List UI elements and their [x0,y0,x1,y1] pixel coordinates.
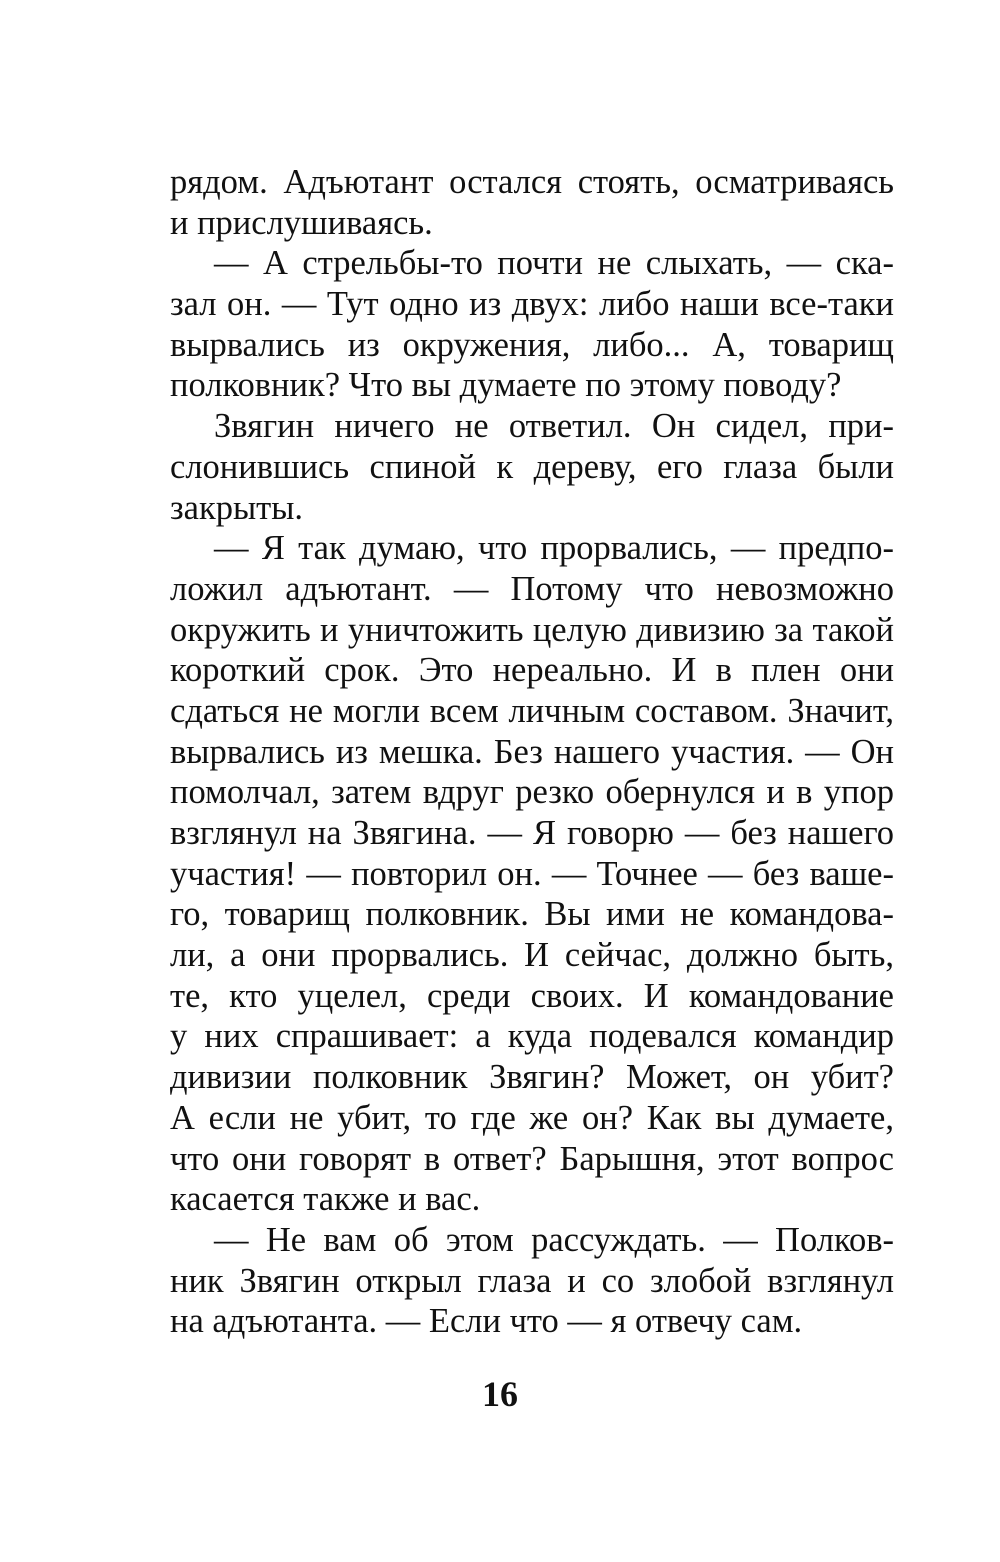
text-line: те, кто уцелел, среди своих. И командование [170,976,894,1015]
text-line: и прислушиваясь. [170,203,433,242]
text-line: короткий срок. Это нереально. И в плен они [170,651,894,690]
text-line: го, товарищ полковник. Вы ими не командова- [170,895,894,934]
text-line: вырвались из мешка. Без нашего участия. — Он [170,732,894,771]
text-line: А если не убит, то где же он? Как вы думаете, [170,1098,894,1137]
text-line: что они говорят в ответ? Барышня, этот вопрос [170,1139,894,1178]
body-text [170,162,894,1342]
page-number: 16 [482,1374,518,1414]
text-line: — Я так думаю, что прорвались, — предпо- [214,529,894,568]
text-line: дивизии полковник Звягин? Может, он убит? [170,1058,894,1097]
text-line: — Не вам об этом рассуждать. — Полков- [214,1220,894,1259]
text-line: закрыты. [170,488,304,527]
text-line: — А стрельбы-то почти не слыхать, — ска- [214,244,894,283]
text-line: рядом. Адъютант остался стоять, осматриваясь [170,163,894,201]
text-line: сдаться не могли всем личным составом. Значит, [170,691,894,730]
text-line: ник Звягин открыл глаза и со злобой взглянул [170,1261,894,1300]
text-line: взглянул на Звягина. — Я говорю — без нашего [170,814,894,852]
text-line: зал он. — Тут одно из двух: либо наши все-таки [170,285,894,324]
text-line: полковник? Что вы думаете по этому поводу? [170,366,842,405]
text-line: участия! — повторил он. — Точнее — без ваше- [170,854,894,893]
text-line: у них спрашивает: а куда подевался командир [170,1017,894,1056]
text-line: ложил адъютант. — Потому что невозможно [170,569,894,608]
text-line: окружить и уничтожить целую дивизию за такой [170,610,894,649]
text-line: на адъютанта. — Если что — я отвечу сам. [170,1302,803,1341]
text-line: слонившись спиной к дереву, его глаза были [170,447,894,486]
text-line: ли, а они прорвались. И сейчас, должно быть, [170,936,894,975]
text-line: помолчал, затем вдруг резко обернулся и в упор [170,773,894,812]
text-line: касается также и вас. [170,1180,481,1219]
text-line: вырвались из окружения, либо... А, товарищ [170,325,894,364]
text-line: Звягин ничего не ответил. Он сидел, при- [214,407,894,446]
